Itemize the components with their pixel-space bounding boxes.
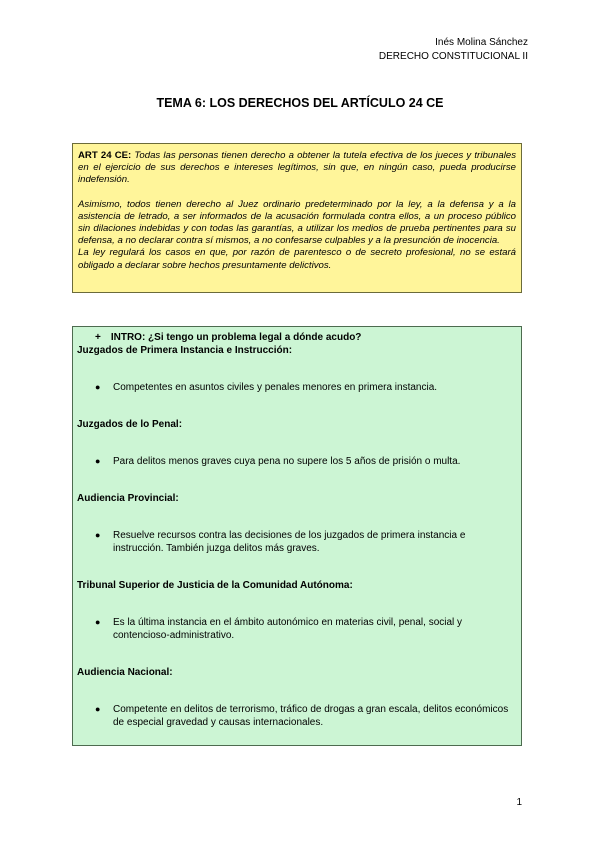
article-text-2: Asimismo, todos tienen derecho al Juez ordinario predeterminado por la ley, a la defensa y a la asistencia de letrado, a ser informados de la acusación formulada contra ellos, a un proceso público sin dilaciones indebidas y con todas las garantías, a utilizar los medios de prueba pertinentes para su defensa, a no declarar contra sí mismos, a no confesarse culpables y a la presunción de inocencia. — [78, 198, 516, 247]
article-box — [72, 143, 522, 293]
court-description: Resuelve recursos contra las decisiones de los juzgados de primera instancia e instrucción. También juzga delitos más graves. — [113, 530, 466, 554]
intro-line — [77, 331, 517, 344]
article-paragraph-1 — [78, 150, 516, 187]
court-heading: Audiencia Nacional: — [77, 667, 173, 678]
court-heading: Audiencia Provincial: — [77, 493, 179, 504]
plus-bullet-icon: + — [95, 332, 101, 343]
bullet-icon: ● — [95, 704, 101, 714]
court-description: Es la última instancia en el ámbito autonómico en materias civil, penal, social y contencioso-administrativo. — [113, 617, 463, 641]
bullet-icon: ● — [95, 530, 101, 540]
bullet-icon: ● — [95, 617, 101, 627]
article-paragraph-2 — [78, 199, 516, 272]
page-header — [379, 36, 528, 64]
article-text-1: Todas las personas tienen derecho a obtener la tutela efectiva de los jueces y tribunales en el ejercicio de sus derechos e intereses legítimos, sin que, en ningún caso, pueda producirse indefensión. — [78, 150, 516, 186]
court-item — [77, 529, 517, 555]
court-item — [77, 455, 517, 468]
article-label: ART 24 CE: — [78, 150, 132, 161]
intro-text: INTRO: ¿Si tengo un problema legal a dónde acudo? — [110, 332, 362, 343]
court-heading: Juzgados de lo Penal: — [77, 419, 183, 430]
court-description: Competentes en asuntos civiles y penales menores en primera instancia. — [113, 382, 438, 393]
court-item — [77, 703, 517, 729]
article-text-3: La ley regulará los casos en que, por razón de parentesco o de secreto profesional, no se estará obligado a declarar sobre hechos presuntamente delictivos. — [78, 247, 516, 271]
bullet-icon: ● — [95, 382, 101, 392]
courts-box — [72, 326, 522, 746]
page-title: TEMA 6: LOS DERECHOS DEL ARTÍCULO 24 CE — [156, 96, 444, 110]
court-description: Competente en delitos de terrorismo, tráfico de drogas a gran escala, delitos económicos de especial gravedad y causas internacionales. — [113, 704, 509, 728]
author-name: Inés Molina Sánchez — [435, 37, 528, 48]
court-description: Para delitos menos graves cuya pena no supere los 5 años de prisión o multa. — [113, 456, 461, 467]
subject-name: DERECHO CONSTITUCIONAL II — [378, 51, 528, 62]
court-heading: Juzgados de Primera Instancia e Instrucción: — [77, 345, 293, 356]
court-item — [77, 381, 517, 394]
page-number: 1 — [516, 797, 522, 808]
bullet-icon: ● — [95, 456, 101, 466]
court-item — [77, 616, 517, 642]
court-heading: Tribunal Superior de Justicia de la Comunidad Autónoma: — [77, 580, 353, 591]
